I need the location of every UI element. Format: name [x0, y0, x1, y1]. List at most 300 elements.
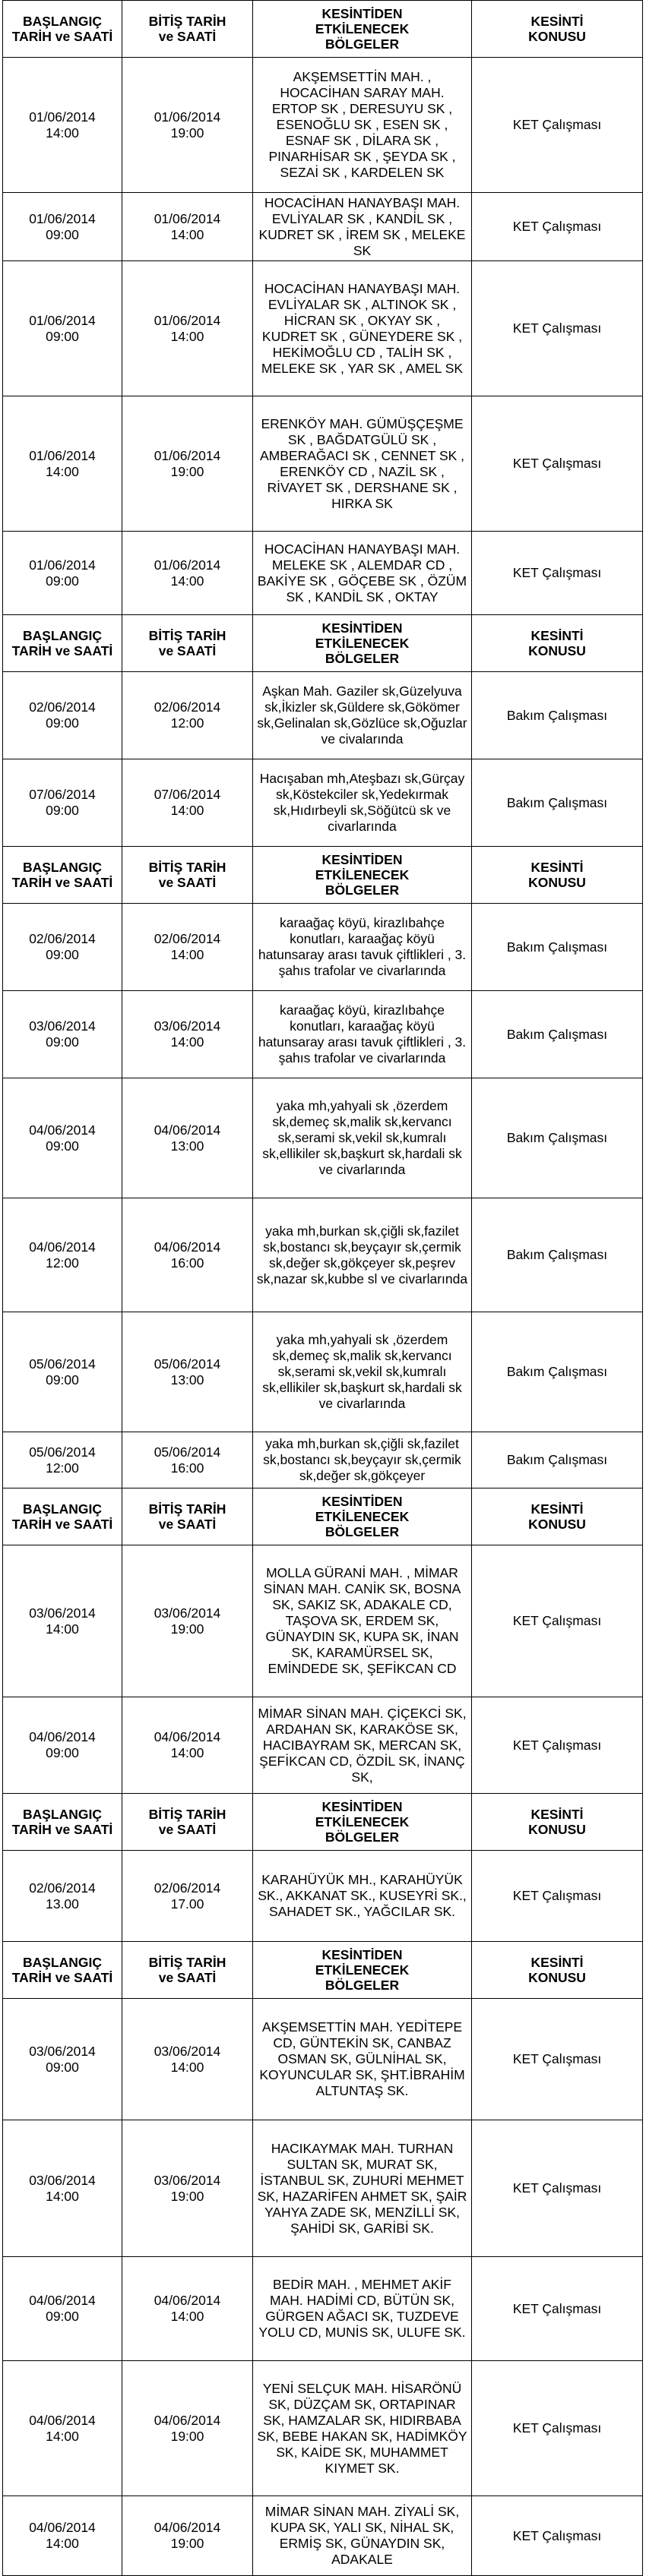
- table-header: [3, 1942, 643, 1999]
- header-row: [3, 615, 643, 672]
- table-row: [3, 532, 643, 615]
- end-time: 14:00: [170, 573, 204, 589]
- affected-regions-cell: [253, 1198, 472, 1312]
- header-outage-topic: [472, 1, 643, 58]
- end-date: 04/06/2014: [154, 2293, 221, 2308]
- end-date: 02/06/2014: [154, 931, 221, 946]
- outage-topic-cell: [472, 532, 643, 615]
- header-end-datetime: [122, 1, 253, 58]
- table-row: [3, 58, 643, 193]
- header-end-datetime-line: ve SAATİ: [158, 1822, 217, 1837]
- table-row: [3, 1999, 643, 2120]
- start-date: 04/06/2014: [29, 1239, 96, 1255]
- header-outage-topic-line: KESİNTİ: [530, 1501, 584, 1517]
- end-time: 19:00: [170, 125, 204, 140]
- end-time: 16:00: [170, 1255, 204, 1271]
- outage-topic-cell: [472, 193, 643, 261]
- start-datetime-cell: [3, 396, 122, 532]
- header-outage-topic-line: KONUSU: [528, 875, 586, 890]
- affected-regions-cell: [253, 1545, 472, 1697]
- affected-regions-cell: [253, 759, 472, 847]
- start-time: 09:00: [46, 1745, 79, 1760]
- affected-regions-cell: [253, 532, 472, 615]
- affected-regions-cell: [253, 2496, 472, 2576]
- affected-regions-text: HOCACİHAN HANAYBAŞI MAH. EVLİYALAR SK , KANDİL SK , KUDRET SK , İREM SK , MELEKE SK: [258, 194, 466, 258]
- header-outage-topic-line: KESİNTİ: [530, 1955, 584, 1970]
- header-affected-regions: [253, 1794, 472, 1851]
- start-date: 02/06/2014: [29, 699, 96, 715]
- table-row: [3, 904, 643, 991]
- start-time: 12:00: [46, 1255, 79, 1271]
- outage-topic: Bakım Çalışması: [506, 939, 608, 955]
- header-end-datetime-line: BİTİŞ TARİH: [148, 1807, 226, 1822]
- affected-regions-text: AKŞEMSETTİN MAH. , HOCACİHAN SARAY MAH. ERTOP SK , DERESUYU SK , ESENOĞLU SK , ESEN SK , ESNAF SK , DİLARA SK , PINARHİSAR SK , ŞEYDA SK , SEZAİ SK , KARDELEN SK: [268, 69, 456, 180]
- affected-regions-text: ERENKÖY MAH. GÜMÜŞÇEŞME SK , BAĞDATGÜLÜ SK , AMBERAĞACI SK , CENNET SK , ERENKÖY CD , NAZİL SK , RİVAYET SK , DERSHANE SK , HIRKA SK: [259, 415, 465, 511]
- end-datetime-cell: [122, 1078, 253, 1198]
- affected-regions-cell: [253, 1851, 472, 1942]
- start-time: 09:00: [46, 2059, 79, 2075]
- header-row: [3, 1942, 643, 1999]
- start-datetime-cell: [3, 1545, 122, 1697]
- affected-regions-text: yaka mh,burkan sk,çiğli sk,fazilet sk,bostancı sk,beyçayır sk,çermik sk,değer sk,gökçeyer sk,peşrev sk,nazar sk,kubbe sl ve civarlarında: [256, 1223, 468, 1286]
- table-row: [3, 991, 643, 1078]
- start-date: 04/06/2014: [29, 1729, 96, 1744]
- outage-table: [2, 1488, 643, 1794]
- outage-topic-cell: [472, 261, 643, 396]
- header-start-datetime: [3, 1794, 122, 1851]
- end-date: 03/06/2014: [154, 1018, 221, 1034]
- start-time: 14:00: [46, 1621, 79, 1637]
- start-date: 03/06/2014: [29, 1018, 96, 1034]
- table-row: [3, 672, 643, 759]
- header-start-datetime-line: TARİH ve SAATİ: [11, 29, 113, 44]
- affected-regions-text: HACIKAYMAK MAH. TURHAN SULTAN SK, MURAT SK, İSTANBUL SK, ZUHURİ MEHMET SK, HAZARİFEN AHMET SK, ŞAİR YAHYA ZADE SK, MENZİLLİ SK, ŞAHİDİ SK, GARİBİ SK.: [257, 2140, 467, 2236]
- header-affected-regions-line: BÖLGELER: [325, 1524, 400, 1539]
- outage-topic: KET Çalışması: [512, 2527, 602, 2543]
- header-end-datetime-line: BİTİŞ TARİH: [148, 1501, 226, 1517]
- end-datetime-cell: [122, 58, 253, 193]
- outage-topic: KET Çalışması: [512, 2051, 602, 2066]
- affected-regions-text: Aşkan Mah. Gaziler sk,Güzelyuva sk,İkizler sk,Güldere sk,Gökömer sk,Gelinalan sk,Gözlüce sk,Oğuzlar ve civalarında: [257, 683, 467, 747]
- affected-regions-text: yaka mh,burkan sk,çiğli sk,fazilet sk,bostancı sk,beyçayır sk,çermik sk,değer sk,gökçeyer: [263, 1436, 461, 1483]
- header-outage-topic-line: KONUSU: [528, 29, 586, 44]
- start-date: 03/06/2014: [29, 2043, 96, 2059]
- end-date: 03/06/2014: [154, 2172, 221, 2188]
- header-start-datetime-line: TARİH ve SAATİ: [11, 1970, 113, 1985]
- header-start-datetime-line: BAŞLANGIÇ: [22, 1807, 103, 1822]
- start-datetime-cell: [3, 1999, 122, 2120]
- header-end-datetime-line: BİTİŞ TARİH: [148, 1955, 226, 1970]
- start-time: 09:00: [46, 803, 79, 818]
- outage-topic: Bakım Çalışması: [506, 794, 608, 810]
- header-affected-regions-line: KESİNTİDEN: [321, 1494, 403, 1509]
- outage-topic-cell: [472, 991, 643, 1078]
- start-date: 03/06/2014: [29, 2172, 96, 2188]
- end-datetime-cell: [122, 2120, 253, 2257]
- affected-regions-text: HOCACİHAN HANAYBAŞI MAH. MELEKE SK , ALEMDAR CD , BAKİYE SK , GÖÇEBE SK , ÖZÜM SK , KANDİL SK , OKTAY: [257, 541, 467, 605]
- start-date: 05/06/2014: [29, 1444, 96, 1460]
- table-header: [3, 615, 643, 672]
- outage-topic: KET Çalışması: [512, 2420, 602, 2436]
- header-affected-regions-line: KESİNTİDEN: [321, 6, 403, 21]
- header-row: [3, 847, 643, 904]
- start-date: 02/06/2014: [29, 1880, 96, 1896]
- end-datetime-cell: [122, 904, 253, 991]
- header-affected-regions-line: BÖLGELER: [325, 36, 400, 52]
- affected-regions-text: YENİ SELÇUK MAH. HİSARÖNÜ SK, DÜZÇAM SK, ORTAPINAR SK, HAMZALAR SK, HIDIRBABA SK, BEBE HAKAN SK, HADİMKÖY SK, KAİDE SK, MUHAMMET KIYMET SK.: [257, 2380, 467, 2476]
- header-outage-topic: [472, 847, 643, 904]
- end-datetime-cell: [122, 1851, 253, 1942]
- header-start-datetime: [3, 1942, 122, 1999]
- outage-topic-cell: [472, 1078, 643, 1198]
- outage-topic: KET Çalışması: [512, 117, 602, 132]
- start-datetime-cell: [3, 1851, 122, 1942]
- header-end-datetime: [122, 1794, 253, 1851]
- header-end-datetime-line: BİTİŞ TARİH: [148, 14, 226, 29]
- header-end-datetime: [122, 615, 253, 672]
- end-date: 07/06/2014: [154, 787, 221, 802]
- header-end-datetime: [122, 847, 253, 904]
- end-date: 03/06/2014: [154, 2043, 221, 2059]
- end-datetime-cell: [122, 2361, 253, 2496]
- affected-regions-cell: [253, 1312, 472, 1432]
- outage-topic-cell: [472, 759, 643, 847]
- header-end-datetime: [122, 1942, 253, 1999]
- start-datetime-cell: [3, 1198, 122, 1312]
- header-start-datetime-line: BAŞLANGIÇ: [22, 1955, 103, 1970]
- header-affected-regions-line: ETKİLENECEK: [315, 867, 410, 882]
- table-header: [3, 1, 643, 58]
- header-affected-regions: [253, 1942, 472, 1999]
- start-time: 14:00: [46, 2428, 79, 2444]
- header-start-datetime-line: BAŞLANGIÇ: [22, 1501, 103, 1517]
- start-date: 01/06/2014: [29, 557, 96, 573]
- outage-topic: KET Çalışması: [512, 1613, 602, 1628]
- outage-topic-cell: [472, 2361, 643, 2496]
- header-start-datetime-line: TARİH ve SAATİ: [11, 1517, 113, 1532]
- table-row: [3, 2496, 643, 2576]
- affected-regions-cell: [253, 904, 472, 991]
- start-date: 01/06/2014: [29, 447, 96, 463]
- header-outage-topic-line: KONUSU: [528, 643, 586, 658]
- start-date: 04/06/2014: [29, 2520, 96, 2535]
- affected-regions-cell: [253, 672, 472, 759]
- end-date: 04/06/2014: [154, 1239, 221, 1255]
- start-time: 14:00: [46, 463, 79, 479]
- table-body: [3, 672, 643, 847]
- end-date: 03/06/2014: [154, 1605, 221, 1621]
- outage-topic-cell: [472, 1198, 643, 1312]
- affected-regions-text: yaka mh,yahyali sk ,özerdem sk,demeç sk,malik sk,kervancı sk,serami sk,vekil sk,kumralı sk,ellikiler sk,başkurt sk,hardali sk ve civarlarında: [262, 1098, 462, 1177]
- table-header: [3, 1794, 643, 1851]
- header-affected-regions-line: KESİNTİDEN: [321, 1947, 403, 1962]
- outage-table: [2, 1941, 643, 2576]
- affected-regions-text: MOLLA GÜRANİ MAH. , MİMAR SİNAN MAH. CANİK SK, BOSNA SK, SAKIZ SK, ADAKALE CD, TAŞOVA SK, ERDEM SK, GÜNAYDIN SK, KUPA SK, İNAN SK, KARAMÜRSEL SK, EMİNDEDE SK, ŞEFİKCAN CD: [263, 1565, 461, 1676]
- header-affected-regions-line: BÖLGELER: [325, 1978, 400, 1993]
- header-affected-regions-line: ETKİLENECEK: [315, 21, 410, 36]
- header-start-datetime-line: BAŞLANGIÇ: [22, 14, 103, 29]
- start-datetime-cell: [3, 1078, 122, 1198]
- header-outage-topic-line: KONUSU: [528, 1970, 586, 1985]
- table-row: [3, 2120, 643, 2257]
- outage-topic-cell: [472, 2257, 643, 2361]
- start-datetime-cell: [3, 532, 122, 615]
- end-date: 01/06/2014: [154, 210, 221, 226]
- affected-regions-cell: [253, 991, 472, 1078]
- start-date: 05/06/2014: [29, 1356, 96, 1372]
- outage-topic-cell: [472, 58, 643, 193]
- start-time: 13.00: [46, 1896, 79, 1911]
- start-datetime-cell: [3, 759, 122, 847]
- outage-topic-cell: [472, 1697, 643, 1794]
- start-time: 09:00: [46, 715, 79, 731]
- end-date: 02/06/2014: [154, 1880, 221, 1896]
- end-date: 05/06/2014: [154, 1356, 221, 1372]
- end-datetime-cell: [122, 261, 253, 396]
- header-affected-regions-line: ETKİLENECEK: [315, 1962, 410, 1978]
- header-affected-regions-line: ETKİLENECEK: [315, 636, 410, 651]
- end-date: 04/06/2014: [154, 1122, 221, 1138]
- end-time: 12:00: [170, 715, 204, 731]
- end-date: 04/06/2014: [154, 1729, 221, 1744]
- header-affected-regions-line: ETKİLENECEK: [315, 1509, 410, 1524]
- start-time: 09:00: [46, 328, 79, 344]
- affected-regions-cell: [253, 58, 472, 193]
- header-affected-regions-line: BÖLGELER: [325, 1829, 400, 1845]
- header-end-datetime-line: ve SAATİ: [158, 1517, 217, 1532]
- start-datetime-cell: [3, 1432, 122, 1488]
- start-datetime-cell: [3, 2496, 122, 2576]
- header-start-datetime: [3, 615, 122, 672]
- start-date: 01/06/2014: [29, 109, 96, 125]
- table-body: [3, 1999, 643, 2576]
- outage-topic: KET Çalışması: [512, 565, 602, 580]
- header-outage-topic-line: KONUSU: [528, 1822, 586, 1837]
- header-affected-regions-line: ETKİLENECEK: [315, 1814, 410, 1829]
- header-start-datetime-line: BAŞLANGIÇ: [22, 628, 103, 643]
- start-time: 09:00: [46, 947, 79, 962]
- table-row: [3, 396, 643, 532]
- start-datetime-cell: [3, 2120, 122, 2257]
- header-outage-topic-line: KESİNTİ: [530, 1807, 584, 1822]
- table-row: [3, 1545, 643, 1697]
- header-affected-regions-line: KESİNTİDEN: [321, 620, 403, 636]
- start-date: 01/06/2014: [29, 312, 96, 328]
- outage-topic-cell: [472, 396, 643, 532]
- affected-regions-text: yaka mh,yahyali sk ,özerdem sk,demeç sk,malik sk,kervancı sk,serami sk,vekil sk,kumralı sk,ellikiler sk,başkurt sk,hardali sk ve civarlarında: [262, 1332, 462, 1411]
- end-datetime-cell: [122, 1198, 253, 1312]
- start-date: 04/06/2014: [29, 2293, 96, 2308]
- end-time: 14:00: [170, 1745, 204, 1760]
- end-datetime-cell: [122, 759, 253, 847]
- header-row: [3, 1488, 643, 1545]
- end-time: 14:00: [170, 226, 204, 242]
- table-body: [3, 58, 643, 615]
- start-datetime-cell: [3, 1312, 122, 1432]
- header-end-datetime-line: ve SAATİ: [158, 643, 217, 658]
- start-datetime-cell: [3, 261, 122, 396]
- start-datetime-cell: [3, 193, 122, 261]
- outage-topic: Bakım Çalışması: [506, 1130, 608, 1145]
- affected-regions-text: karaağaç köyü, kirazlıbahçe konutları, karaağaç köyü hatunsaray arası tavuk çiftlikleri , 3. şahıs trafolar ve civarlarında: [258, 1002, 467, 1065]
- start-date: 01/06/2014: [29, 210, 96, 226]
- end-time: 14:00: [170, 1034, 204, 1050]
- affected-regions-text: MİMAR SİNAN MAH. ZİYALİ SK, KUPA SK, YALI SK, NİHAL SK, ERMİŞ SK, GÜNAYDIN SK, ADAKALE: [264, 2504, 460, 2567]
- start-datetime-cell: [3, 1697, 122, 1794]
- header-outage-topic: [472, 1794, 643, 1851]
- affected-regions-text: BEDİR MAH. , MEHMET AKİF MAH. HADİMİ CD, BÜTÜN SK, GÜRGEN AĞACI SK, TUZDEVE YOLU CD, MUNİS SK, ULUFE SK.: [258, 2277, 466, 2340]
- table-row: [3, 1432, 643, 1488]
- outage-topic-cell: [472, 2496, 643, 2576]
- table-header: [3, 847, 643, 904]
- start-time: 09:00: [46, 1138, 79, 1154]
- end-time: 19:00: [170, 1621, 204, 1637]
- affected-regions-text: MİMAR SİNAN MAH. ÇİÇEKCİ SK, ARDAHAN SK, KARAKÖSE SK, HACIBAYRAM SK, MERCAN SK, ŞEFİKCAN CD, ÖZDİL SK, İNANÇ SK,: [258, 1705, 467, 1785]
- end-datetime-cell: [122, 532, 253, 615]
- outage-topic: KET Çalışması: [512, 2300, 602, 2316]
- affected-regions-cell: [253, 1432, 472, 1488]
- header-outage-topic-line: KONUSU: [528, 1517, 586, 1532]
- table-row: [3, 261, 643, 396]
- table-row: [3, 1851, 643, 1942]
- affected-regions-cell: [253, 1078, 472, 1198]
- end-date: 02/06/2014: [154, 699, 221, 715]
- table-body: [3, 904, 643, 1488]
- end-datetime-cell: [122, 1697, 253, 1794]
- outage-topic-cell: [472, 1312, 643, 1432]
- end-datetime-cell: [122, 396, 253, 532]
- outage-topic-cell: [472, 904, 643, 991]
- end-date: 04/06/2014: [154, 2412, 221, 2428]
- start-time: 14:00: [46, 2188, 79, 2204]
- outage-topic: KET Çalışması: [512, 1737, 602, 1753]
- start-date: 04/06/2014: [29, 2412, 96, 2428]
- header-start-datetime-line: TARİH ve SAATİ: [11, 1822, 113, 1837]
- table-row: [3, 2257, 643, 2361]
- header-end-datetime-line: BİTİŞ TARİH: [148, 628, 226, 643]
- end-time: 16:00: [170, 1460, 204, 1476]
- start-date: 04/06/2014: [29, 1122, 96, 1138]
- header-start-datetime-line: BAŞLANGIÇ: [22, 860, 103, 875]
- header-end-datetime-line: ve SAATİ: [158, 29, 217, 44]
- start-date: 03/06/2014: [29, 1605, 96, 1621]
- table-row: [3, 759, 643, 847]
- end-datetime-cell: [122, 193, 253, 261]
- start-time: 09:00: [46, 1372, 79, 1387]
- end-date: 01/06/2014: [154, 312, 221, 328]
- affected-regions-cell: [253, 193, 472, 261]
- header-outage-topic: [472, 615, 643, 672]
- end-datetime-cell: [122, 1545, 253, 1697]
- outage-topic-cell: [472, 1432, 643, 1488]
- outage-topic: KET Çalışması: [512, 1888, 602, 1903]
- outage-topic: KET Çalışması: [512, 2180, 602, 2196]
- table-header: [3, 1488, 643, 1545]
- header-end-datetime-line: ve SAATİ: [158, 875, 217, 890]
- start-datetime-cell: [3, 672, 122, 759]
- end-time: 19:00: [170, 2536, 204, 2551]
- start-time: 09:00: [46, 573, 79, 589]
- header-affected-regions-line: KESİNTİDEN: [321, 852, 403, 867]
- affected-regions-cell: [253, 2257, 472, 2361]
- end-time: 14:00: [170, 328, 204, 344]
- outage-topic: Bakım Çalışması: [506, 1247, 608, 1262]
- outage-table: [2, 1793, 643, 1942]
- outage-topic: KET Çalışması: [512, 320, 602, 336]
- header-affected-regions: [253, 1, 472, 58]
- header-row: [3, 1794, 643, 1851]
- start-time: 14:00: [46, 125, 79, 140]
- affected-regions-cell: [253, 2120, 472, 2257]
- start-datetime-cell: [3, 904, 122, 991]
- end-time: 19:00: [170, 463, 204, 479]
- affected-regions-cell: [253, 261, 472, 396]
- start-time: 14:00: [46, 2536, 79, 2551]
- outage-topic-cell: [472, 1999, 643, 2120]
- header-affected-regions-line: BÖLGELER: [325, 882, 400, 898]
- outage-topic-cell: [472, 2120, 643, 2257]
- table-row: [3, 193, 643, 261]
- outage-topic: Bakım Çalışması: [506, 1452, 608, 1467]
- end-date: 01/06/2014: [154, 109, 221, 125]
- outage-table: [2, 0, 643, 615]
- header-outage-topic: [472, 1942, 643, 1999]
- outage-table: [2, 614, 643, 847]
- start-date: 02/06/2014: [29, 931, 96, 946]
- end-time: 13:00: [170, 1372, 204, 1387]
- outage-table: [2, 846, 643, 1488]
- start-time: 09:00: [46, 2309, 79, 2324]
- end-date: 01/06/2014: [154, 557, 221, 573]
- outage-topic: Bakım Çalışması: [506, 1364, 608, 1379]
- header-start-datetime: [3, 1, 122, 58]
- header-affected-regions-line: BÖLGELER: [325, 651, 400, 666]
- outage-topic: Bakım Çalışması: [506, 1026, 608, 1042]
- table-row: [3, 2361, 643, 2496]
- end-datetime-cell: [122, 1432, 253, 1488]
- header-start-datetime-line: TARİH ve SAATİ: [11, 875, 113, 890]
- header-affected-regions: [253, 847, 472, 904]
- header-end-datetime-line: BİTİŞ TARİH: [148, 860, 226, 875]
- table-row: [3, 1198, 643, 1312]
- end-time: 19:00: [170, 2188, 204, 2204]
- end-datetime-cell: [122, 991, 253, 1078]
- end-time: 14:00: [170, 947, 204, 962]
- table-row: [3, 1697, 643, 1794]
- affected-regions-text: HOCACİHAN HANAYBAŞI MAH. EVLİYALAR SK , ALTINOK SK , HİCRAN SK , OKYAY SK , KUDRET SK , GÜNEYDERE SK , HEKİMOĞLU CD , TALİH SK , MELEKE SK , YAR SK , AMEL SK: [261, 280, 464, 376]
- start-date: 07/06/2014: [29, 787, 96, 802]
- start-datetime-cell: [3, 2257, 122, 2361]
- header-end-datetime: [122, 1488, 253, 1545]
- end-time: 14:00: [170, 2309, 204, 2324]
- start-datetime-cell: [3, 2361, 122, 2496]
- affected-regions-cell: [253, 1697, 472, 1794]
- end-time: 14:00: [170, 2059, 204, 2075]
- affected-regions-text: Hacışaban mh,Ateşbazı sk,Gürçay sk,Köstekciler sk,Yedekırmak sk,Hıdırbeyli sk,Söğütcü sk ve civarlarında: [259, 771, 465, 834]
- outage-topic: KET Çalışması: [512, 219, 602, 234]
- header-affected-regions: [253, 1488, 472, 1545]
- header-end-datetime-line: ve SAATİ: [158, 1970, 217, 1985]
- header-outage-topic-line: KESİNTİ: [530, 14, 584, 29]
- start-time: 09:00: [46, 1034, 79, 1050]
- end-datetime-cell: [122, 1312, 253, 1432]
- header-start-datetime: [3, 1488, 122, 1545]
- end-date: 05/06/2014: [154, 1444, 221, 1460]
- header-outage-topic-line: KESİNTİ: [530, 628, 584, 643]
- end-datetime-cell: [122, 2257, 253, 2361]
- affected-regions-cell: [253, 1999, 472, 2120]
- start-datetime-cell: [3, 991, 122, 1078]
